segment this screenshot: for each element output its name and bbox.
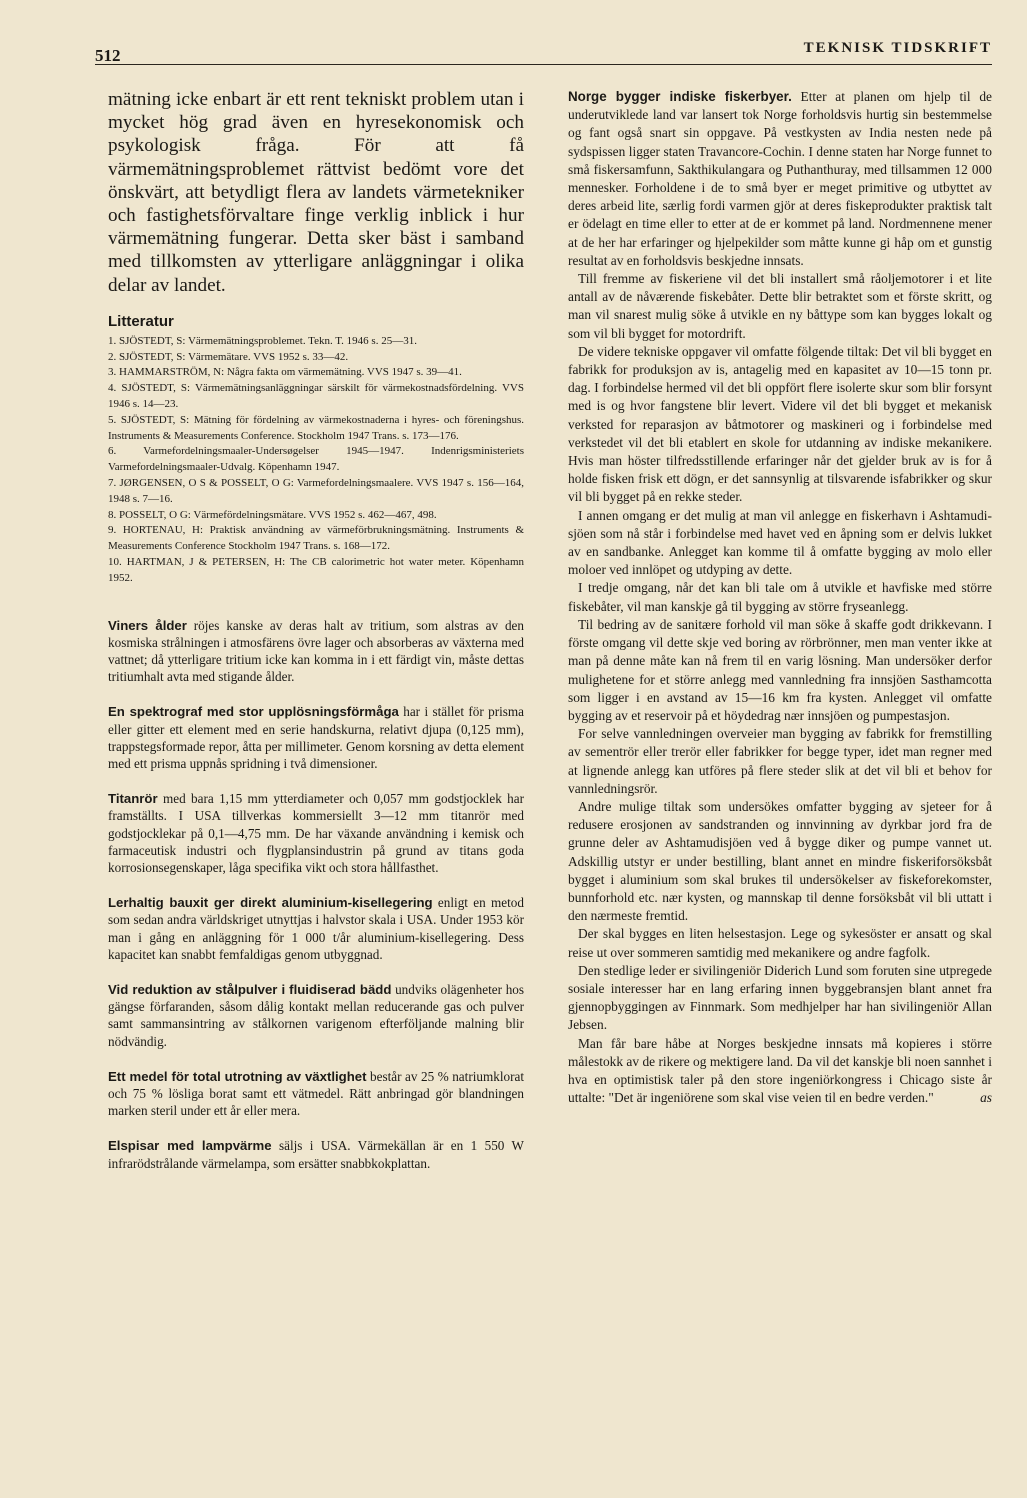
article-heading: Norge bygger indiske fiskerbyer.	[568, 89, 792, 104]
news-item-text: består av 25 % natriumklorat och 75 % lösliga borat samt ett vätmedel. Rätt anbringad gör blandningen marken steril under ett år eller mera.	[108, 1068, 524, 1119]
news-item-heading: Vid reduktion av stålpulver i fluidiserad bädd	[108, 982, 392, 998]
news-item	[108, 981, 524, 1050]
news-item-heading: Lerhaltig bauxit ger direkt aluminium-kisellegering	[108, 895, 433, 911]
article-paragraph: Der skal bygges en liten helsestasjon. Lege og sykesöster er ansatt og skal reise ut over sommeren samtidig med mekanikere og andre fagfolk.	[568, 926, 992, 960]
article-paragraph: I annen omgang er det mulig at man vil anlegge en fiskerhavn i Ashtamudi-sjöen som nå står i forbindelse med havet ved en åpning som er delvis lukket av en sandbanke. Anlegget kan komme til å omfatte bygging av molo eller moloer ved innlöpet og utdyping av dette.	[568, 507, 992, 578]
article-paragraph	[568, 88, 992, 270]
reference-item: 6. Varmefordelningsmaaler-Undersøgelser 1945—1947. Indenrigsministeriets Varmefordelningsmaaler-Udvalg. Köpenhamn 1947.	[108, 445, 524, 474]
reference-item: 8. POSSELT, O G: Värmefördelningsmätare. VVS 1952 s. 462—467, 498.	[108, 508, 437, 521]
article-paragraph: For selve vannledningen overveier man bygging av fabrikk for fremstilling av sementrör eller trerör eller fabrikker for begge typer, idet man regner med at lignende anlegg kan utföres på flere steder slik at det vil bli et behov for vannledningsrör.	[568, 726, 992, 796]
reference-item: 7. JØRGENSEN, O S & POSSELT, O G: Varmefordelningsmaalere. VVS 1947 s. 156—164, 1948 s. 7—16.	[108, 477, 524, 505]
article-paragraph: Til bedring av de sanitære forhold vil man söke å skaffe godt drikkevann. I förste omgang vil dette skje ved boring av rörbrönner, men man venter ikke at man på denne måte kan nå frem til en varig lösning. Man undersöker derfor mulighetene for et större anlegg med vannledning fra innsjöen Sasthamcotta som ligger i en avstand av 15—16 km fra kysten. Anlegget vil omfatte bygging av et reservoir på et höydedrag nær innsjöen og pumpestasjon.	[568, 616, 992, 723]
news-item-text: med bara 1,15 mm ytterdiameter och 0,057 mm godstjocklek har framställts. I USA tillverkas kommersiellt 3—12 mm titanrör med godstjocklekar på 0,1—4,75 mm. De har växande användning i kemisk och farmaceutisk industri och flygplansindustrin på grund av titans goda korrosionsegenskaper, låga specifika vikt och stora hållfasthet.	[108, 791, 524, 876]
news-item-heading: Viners ålder	[108, 617, 187, 633]
article-closing-text: Man får bare håbe at Norges beskjedne innsats må kopieres i större målestokk av de rikere og mektigere land. Da vil det kanskje bli noen sannhet i hva en optimistisk taler på den store ingeniörkongress i Chicago siste år uttalte: "Det är ingeniörene som skal vise veien til en bedre verden."	[568, 1035, 992, 1106]
article-lead-text: Etter at planen om hjelp til de underutviklede land var lansert tok Norge forholdsvis hurtig sin bestemmelse og fant også snart sin oppgave. På vestkysten av India nesten nede på sydspissen ligger staten Travancore-Cochin. I denne staten har Norge funnet to små fiskersamfunn, Sakthikulangara og Puthanthuray, med tillsammen 12 000 mennesker. Forholdene i de to små byer er meget primitive og utbyttet av deres arbeid lite, særlig fordi varmen gjör at deres fiskeprodukter praktisk talt er ödelagt en time eller to etter at de er kommet på land. Nordmennene mener at de her har erfaringer og hjelpekilder som måtte kunne gi håp om et gunstig resultat av en forholdsvis beskjedne innsats.	[568, 89, 992, 268]
news-item	[108, 894, 524, 963]
article-conclusion: mätning icke enbart är ett rent tekniskt problem utan i mycket hög grad även en hyresekonomisk och psykologisk fråga. För att få värmemätningsproblemet rättvist bedömt vore det önskvärt, att betydligt flera av landets värmetekniker och fastighetsförvaltare finge verklig inblick i hur värmemätning fungerar. Detta sker bäst i samband med tillkomsten av ytterligare anläggningar i olika delar av landet.	[108, 89, 524, 296]
section-gap	[108, 587, 524, 617]
news-item-text: enligt en metod som sedan andra världskriget utnyttjas i halvstor skala i USA. Under 1953 kör man i gång en anläggning för 1 000 t/år aluminium-kisellegering. Dess kapacitet kan snabbt femfaldigas genom utbyggnad.	[108, 895, 524, 962]
page-number: 512	[95, 46, 121, 65]
reference-item: 10. HARTMAN, J & PETERSEN, H: The CB calorimetric hot water meter. Köpenhamn 1952.	[108, 555, 524, 584]
news-item-text: undviks olägenheter hos gängse förfaranden, såsom dålig kontakt mellan reducerande gas och pulver samt sammansintring av stålkornen varigenom efterföljande malning blir nödvändig.	[108, 982, 525, 1049]
article-paragraph: De videre tekniske oppgaver vil omfatte fölgende tiltak: Det vil bli bygget en fabrikk for produksjon av is, antagelig med en kapasitet av 10—15 tonn pr. dag. I forbindelse hermed vil det bli oppfört flere isolerte skur som blir forsynt med is og hvor fangstene blir levert. Videre vil det bli bygget et mekanisk verksted for reparasjon av båtmotorer og maskineri og i forbindelse med verkstedet vil det bli etablert en skole for utdanning av indiske mekanikere. Hvis man höster tilfredsstillende erfaringer når det gjelder bruk av is for å holde fisken frisk ett dögn, er det sannsynlig at tilsvarende isfabrikker og skur vil bli bygget på en rekke steder.	[568, 343, 992, 505]
news-item-heading: Ett medel för total utrotning av växtlighet	[108, 1068, 367, 1084]
news-item-text: röjes kanske av deras halt av tritium, som alstras av den kosmiska strålningen i atmosfärens övre lager och absorberas av växterna med vattnet; då ytterligare tritium icke kan komma in i ett färdigt vin, måste dettas tritiumhalt avta med stigande ålder.	[108, 617, 524, 685]
news-item-heading: Titanrör	[108, 791, 158, 807]
reference-item: 3. HAMMARSTRÖM, N: Några fakta om värmemätning. VVS 1947 s. 39—41.	[108, 366, 462, 379]
news-item-text: har i stället för prisma eller gitter ett element med en serie handskurna, relativt djupa (0,125 mm), trappstegsformade repor, åtta per millimeter. Genom korsning av detta element med ett prisma uppnås spridning i två dimensioner.	[108, 704, 525, 771]
reference-item: 2. SJÖSTEDT, S: Värmemätare. VVS 1952 s. 33—42.	[108, 350, 349, 363]
reference-item: 5. SJÖSTEDT, S: Mätning för fördelning av värmekostnaderna i hyres- och föreningshus. Instruments & Measurements Conference. Stockholm 1947 Trans. s. 173—176.	[108, 413, 524, 442]
news-item	[108, 1137, 524, 1171]
article-paragraph: Andre mulige tiltak som undersökes omfatter bygging av sjeteer for å redusere erosjonen av sandstranden og innvinning av dyrkbar jord fra de grunne deler av Ashtamudisjöen ved å bygge diker og pumpe vannet ut. Adskillig utstyr er under bestilling, blant annet en mindre fiskeriforsöksbåt bygget i aluminium som skal brukes til undersökelser av fiskeforekomster, bunnforhold etc. nær kysten, og mannskap til denne forsöksbåt vil bli uttatt i den nærmeste fremtid.	[568, 798, 992, 924]
right-column	[568, 88, 992, 1107]
article-paragraph: Till fremme av fiskeriene vil det bli installert små råoljemotorer i et lite antall av de nåværende fiskebåter. Dette blir betraktet som et förste skritt, og man vil snarest mulig söke å utvikle en ny båttype som kan bygges lokalt og som vil bli bygget for motordrift.	[568, 271, 992, 341]
reference-item: 1. SJÖSTEDT, S: Värmemätningsproblemet. Tekn. T. 1946 s. 25—31.	[108, 334, 417, 347]
news-item	[108, 617, 524, 686]
news-item	[108, 703, 524, 772]
news-item-heading: Elspisar med lampvärme	[108, 1138, 272, 1154]
journal-title: TEKNISK TIDSKRIFT	[803, 40, 992, 56]
article-paragraph	[568, 1035, 992, 1108]
reference-list	[108, 334, 524, 587]
article-paragraph: I tredje omgang, når det kan bli tale om å utvikle et havfiske med större fiskebåter, vil man kanskje gå til bygging av större fryseanlegg.	[568, 580, 992, 614]
reference-item: 9. HORTENAU, H: Praktisk användning av värmeförbrukningsmätning. Instruments & Measurements Conference Stockholm 1947 Trans. s. 168—172.	[108, 524, 524, 553]
header-rule	[95, 64, 992, 65]
page-header	[95, 40, 992, 66]
reference-item: 4. SJÖSTEDT, S: Värmemätningsanläggningar särskilt för värmekostnadsfördelning. VVS 1946 s. 14—23.	[108, 382, 524, 411]
news-item	[108, 1068, 524, 1120]
article-paragraph: Den stedlige leder er sivilingeniör Diderich Lund som foruten sine utpregede sosiale interesser har en lang erfaring innen byggebransjen blant annet fra gjennopbyggingen av Finnmark. Som medhjelper har han sivilingeniör Allan Jebsen.	[568, 962, 992, 1033]
author-signature: as	[980, 1090, 992, 1106]
news-item	[108, 790, 524, 876]
news-item-text: säljs i USA. Värmekällan är en 1 550 W infrarödstrålande värmelampa, som ersätter snabbkokplattan.	[108, 1138, 524, 1171]
literature-heading: Litteratur	[108, 312, 174, 330]
news-item-heading: En spektrograf med stor upplösningsförmåga	[108, 704, 399, 720]
left-column	[108, 88, 524, 1190]
literature-section	[108, 313, 524, 587]
